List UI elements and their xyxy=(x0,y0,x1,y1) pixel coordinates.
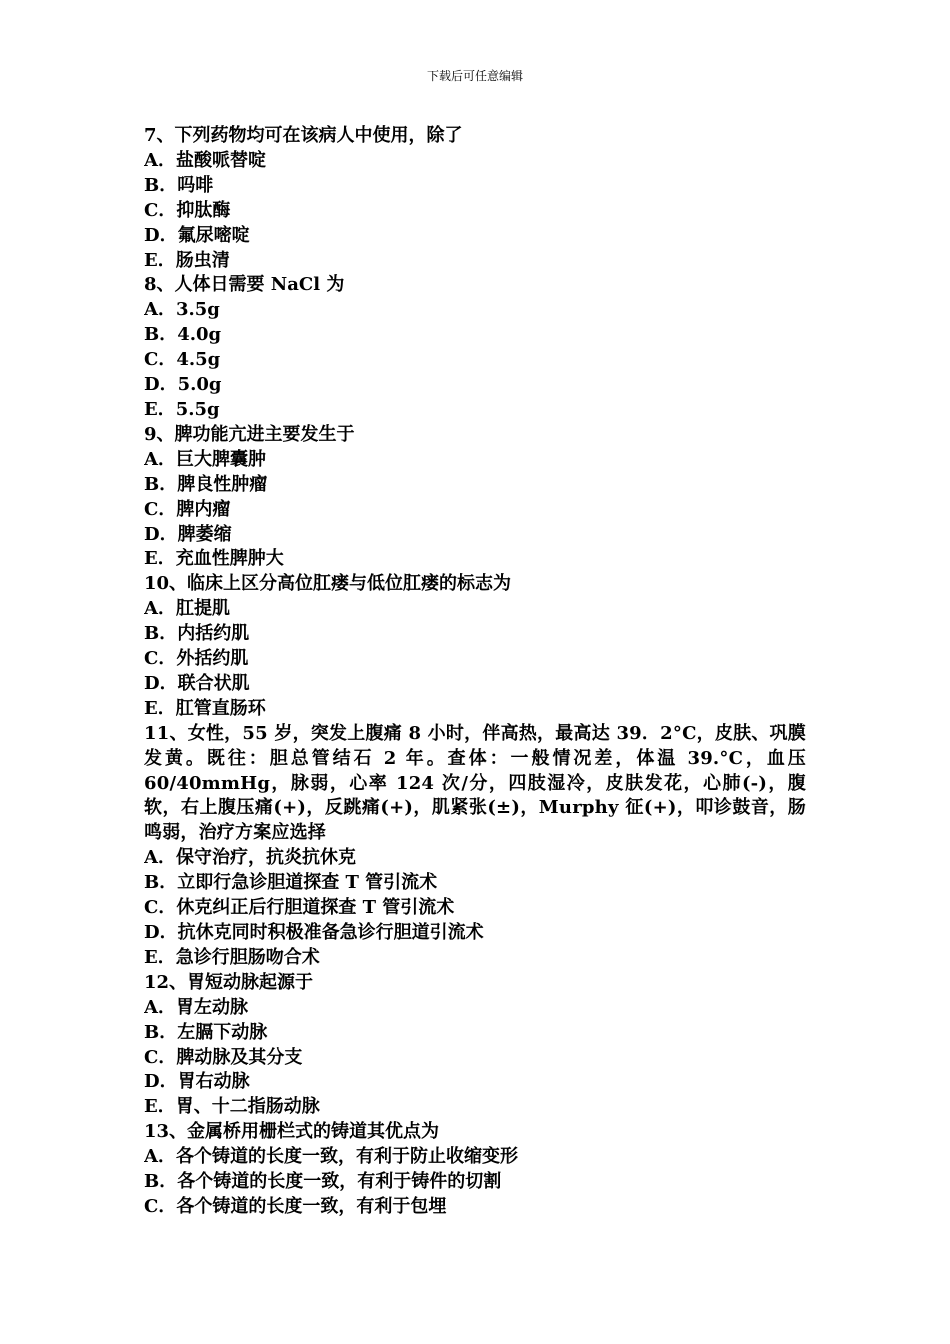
option-a: A．各个铸道的长度一致，有利于防止收缩变形 xyxy=(144,1146,518,1168)
question-stem: 10、临床上区分高位肛瘘与低位肛瘘的标志为 xyxy=(144,573,512,595)
option-e: E．急诊行胆肠吻合术 xyxy=(144,946,320,968)
question-8 xyxy=(144,273,806,422)
question-stem: 9、脾功能亢进主要发生于 xyxy=(144,423,355,445)
option-c: C．脾内瘤 xyxy=(144,498,231,520)
option-b: B．各个铸道的长度一致，有利于铸件的切割 xyxy=(144,1171,502,1193)
question-stem: 12、胃短动脉起源于 xyxy=(144,971,314,993)
option-c: C．4.5g xyxy=(144,349,221,371)
question-list xyxy=(144,124,806,1220)
option-e: E．5.5g xyxy=(144,398,220,420)
question-11 xyxy=(144,722,806,971)
option-b: B．吗啡 xyxy=(144,174,214,196)
option-a: A．巨大脾囊肿 xyxy=(144,448,266,470)
option-a: A．盐酸哌替啶 xyxy=(144,149,266,171)
option-b: B．立即行急诊胆道探查 T 管引流术 xyxy=(144,872,438,894)
option-d: D．联合状肌 xyxy=(144,672,250,694)
option-c: C．休克纠正后行胆道探查 T 管引流术 xyxy=(144,897,455,919)
option-a: A．保守治疗，抗炎抗休克 xyxy=(144,847,356,869)
option-e: E．充血性脾肿大 xyxy=(144,548,284,570)
option-a: A．胃左动脉 xyxy=(144,996,248,1018)
option-d: D．5.0g xyxy=(144,374,222,396)
option-b: B．内括约肌 xyxy=(144,623,250,645)
option-c: C．脾动脉及其分支 xyxy=(144,1046,303,1068)
question-stem: 13、金属桥用栅栏式的铸道其优点为 xyxy=(144,1121,440,1143)
option-d: D．氟尿嘧啶 xyxy=(144,224,250,246)
option-b: B．4.0g xyxy=(144,324,222,346)
question-stem: 7、下列药物均可在该病人中使用，除了 xyxy=(144,125,463,146)
question-stem: 8、人体日需要 NaCl 为 xyxy=(144,274,345,296)
option-e: E．胃、十二指肠动脉 xyxy=(144,1096,320,1118)
option-d: D．胃右动脉 xyxy=(144,1071,250,1093)
question-9 xyxy=(144,423,806,572)
option-e: E．肛管直肠环 xyxy=(144,697,266,719)
option-d: D．脾萎缩 xyxy=(144,523,232,545)
option-a: A．3.5g xyxy=(144,299,220,321)
page-header: 下载后可任意编辑 xyxy=(426,69,523,83)
question-7 xyxy=(144,124,806,273)
option-a: A．肛提肌 xyxy=(144,598,230,620)
question-10 xyxy=(144,572,806,721)
question-stem: 11、女性，55 岁，突发上腹痛 8 小时，伴高热，最高达 39．2°C，皮肤、巩膜发黄。既往：胆总管结石 2 年。查体：一般情况差，体温 39.°C，血压 60/40mmHg，脉弱，心率 124 次/分，四肢湿冷，皮肤发花，心肺(-)，腹软，右上腹压痛(+)，反跳痛(+)，肌紧张(±)，Murphy 征(+)，叩诊鼓音，肠鸣弱，治疗方案应选择 xyxy=(144,722,806,844)
option-c: C．外括约肌 xyxy=(144,648,249,670)
question-12 xyxy=(144,971,806,1120)
option-b: B．脾良性肿瘤 xyxy=(144,473,268,495)
question-13 xyxy=(144,1120,806,1220)
option-c: C．抑肽酶 xyxy=(144,199,231,221)
option-c: C．各个铸道的长度一致，有利于包埋 xyxy=(144,1195,447,1217)
option-b: B．左膈下动脉 xyxy=(144,1021,268,1043)
option-d: D．抗休克同时积极准备急诊行胆道引流术 xyxy=(144,922,484,943)
option-e: E．肠虫清 xyxy=(144,249,230,271)
